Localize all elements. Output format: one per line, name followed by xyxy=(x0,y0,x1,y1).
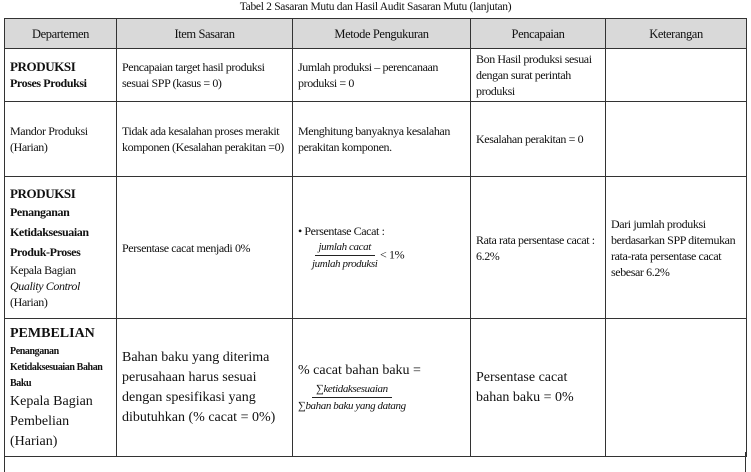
table-row xyxy=(5,319,747,457)
formula-denominator: jumlah produksi xyxy=(312,258,378,270)
table-caption: Tabel 2 Sasaran Mutu dan Hasil Audit Sasaran Mutu (lanjutan) xyxy=(239,1,512,13)
formula-numerator: jumlah cacat xyxy=(315,239,375,256)
header-pencapaian: Pencapaian xyxy=(471,19,606,49)
cell-metode xyxy=(293,177,471,319)
next-row-partial xyxy=(4,452,746,472)
header-item-sasaran: Item Sasaran xyxy=(117,19,293,49)
cell-item: Tidak ada kesalahan proses merakit komponen (Kesalahan perakitan =0) xyxy=(117,102,293,177)
dept-title: PRODUKSI xyxy=(10,59,76,74)
cell-keterangan xyxy=(606,102,747,177)
dept-sub: Proses Produksi xyxy=(10,76,87,90)
cell-departemen: Mandor Produksi (Harian) xyxy=(5,102,117,177)
dept-role: Kepala Bagian Pembelian (Harian) xyxy=(10,393,93,449)
cell-departemen xyxy=(5,319,117,457)
cell-pencapaian: Persentase cacat bahan baku = 0% xyxy=(471,319,606,457)
formula-numerator: ∑ketidaksesuaian xyxy=(312,381,392,398)
cell-departemen xyxy=(5,177,117,319)
cell-keterangan: Dari jumlah produksi berdasarkan SPP ditemukan rata-rata persentase cacat sebesar 6.2% xyxy=(606,177,747,319)
dept-title: PRODUKSI xyxy=(10,185,76,201)
header-metode: Metode Pengukuran xyxy=(293,19,471,49)
cell-pencapaian: Bon Hasil produksi sesuai dengan surat perintah produksi xyxy=(471,49,606,102)
dept-sub: Penanganan Ketidaksesuaian Produk-Proses xyxy=(10,204,89,259)
dept-role-italic: Quality Control xyxy=(10,278,80,293)
cell-item: Bahan baku yang diterima perusahaan harus sesuai dengan spesifikasi yang dibutuhkan (% cacat = 0%) xyxy=(117,319,293,457)
cell-pencapaian: Kesalahan perakitan = 0 xyxy=(471,102,606,177)
table-row xyxy=(5,49,747,102)
cell-keterangan xyxy=(606,319,747,457)
formula-fraction xyxy=(312,239,377,272)
cell-keterangan xyxy=(606,49,747,102)
dept-role: Kepala Bagian xyxy=(10,262,76,277)
dept-tail: (Harian) xyxy=(10,294,48,309)
cell-item: Persentase cacat menjadi 0% xyxy=(117,177,293,319)
audit-table xyxy=(4,18,747,457)
table-header-row xyxy=(5,19,747,49)
header-keterangan: Keterangan xyxy=(606,19,747,49)
metode-label: • Persentase Cacat : xyxy=(298,224,385,238)
cell-pencapaian: Rata rata persentase cacat : 6.2% xyxy=(471,177,606,319)
cell-metode: Jumlah produksi – perencanaan produksi = 0 xyxy=(293,49,471,102)
formula-denominator: ∑bahan baku yang datang xyxy=(298,400,406,412)
table-row xyxy=(5,177,747,319)
cell-metode xyxy=(293,319,471,457)
header-departemen: Departemen xyxy=(5,19,117,49)
cell-metode: Menghitung banyaknya kesalahan perakitan komponen. xyxy=(293,102,471,177)
cell-departemen xyxy=(5,49,117,102)
formula-comparison: < 1% xyxy=(380,247,405,262)
table-row xyxy=(5,102,747,177)
cell-item: Pencapaian target hasil produksi sesuai SPP (kasus = 0) xyxy=(117,49,293,102)
dept-sub: Penanganan Ketidaksesuaian Bahan Baku xyxy=(10,345,103,389)
metode-label: % cacat bahan baku = xyxy=(298,363,421,378)
dept-title: PEMBELIAN xyxy=(10,325,95,341)
formula-fraction xyxy=(298,381,406,414)
